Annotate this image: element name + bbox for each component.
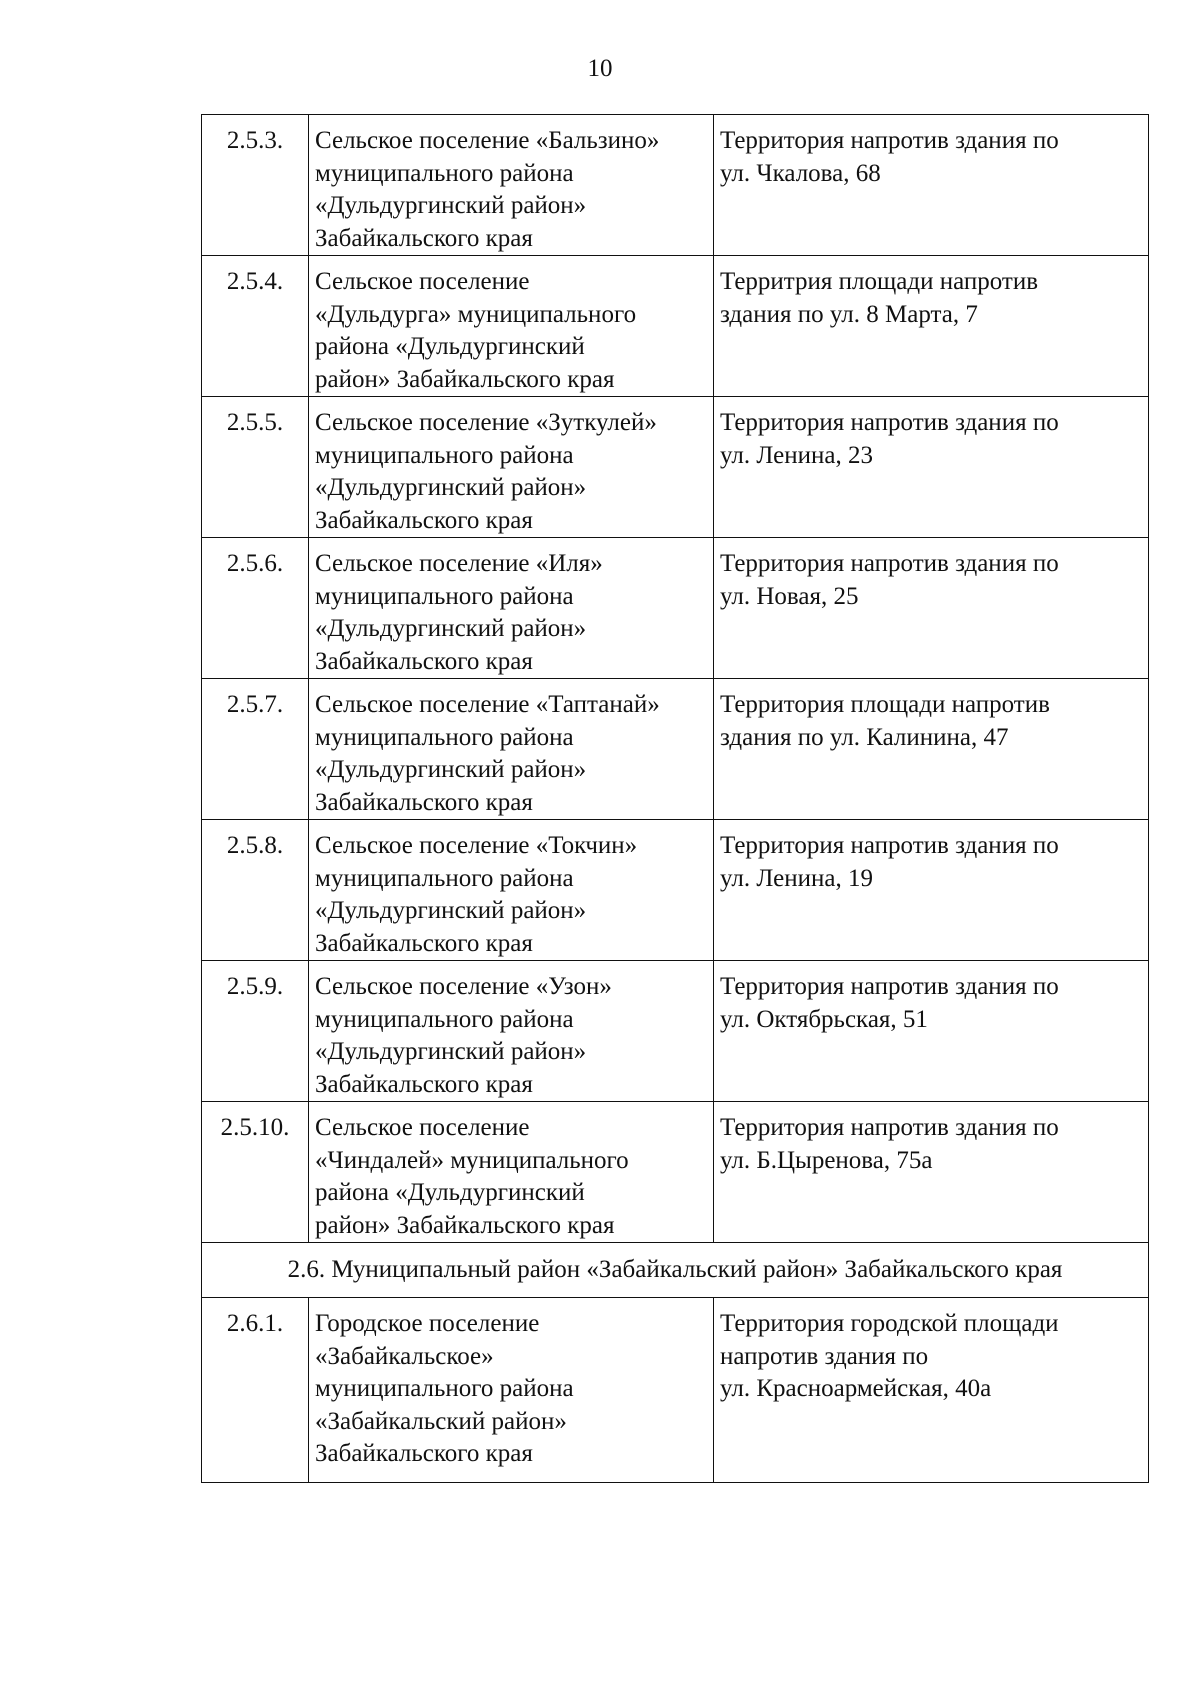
table-row bbox=[202, 115, 1149, 256]
item-number: 2.5.9. bbox=[202, 961, 309, 1102]
item-number: 2.6.1. bbox=[202, 1298, 309, 1483]
item-number: 2.5.8. bbox=[202, 820, 309, 961]
item-number: 2.5.4. bbox=[202, 256, 309, 397]
table-row bbox=[202, 256, 1149, 397]
settlement-name: Сельское поселение «Таптанай» муниципального района «Дульдургинский район» Забайкальского края bbox=[309, 679, 714, 820]
location-description: Территория площади напротив здания по ул. Калинина, 47 bbox=[714, 679, 1149, 820]
settlement-name: Сельское поселение «Зуткулей» муниципального района «Дульдургинский район» Забайкальского края bbox=[309, 397, 714, 538]
settlement-name: Сельское поселение «Бальзино» муниципального района «Дульдургинский район» Забайкальского края bbox=[309, 115, 714, 256]
location-description: Территрия площади напротив здания по ул. 8 Марта, 7 bbox=[714, 256, 1149, 397]
location-description: Территория городской площади напротив здания по ул. Красноармейская, 40а bbox=[714, 1298, 1149, 1483]
table-row bbox=[202, 820, 1149, 961]
location-description: Территория напротив здания по ул. Октябрьская, 51 bbox=[714, 961, 1149, 1102]
location-description: Территория напротив здания по ул. Б.Цыренова, 75а bbox=[714, 1102, 1149, 1243]
settlement-name: Сельское поселение «Иля» муниципального района «Дульдургинский район» Забайкальского края bbox=[309, 538, 714, 679]
table-row bbox=[202, 679, 1149, 820]
settlement-name: Сельское поселение «Токчин» муниципального района «Дульдургинский район» Забайкальского края bbox=[309, 820, 714, 961]
table-row bbox=[202, 1102, 1149, 1243]
item-number: 2.5.6. bbox=[202, 538, 309, 679]
section-heading: 2.6. Муниципальный район «Забайкальский район» Забайкальского края bbox=[202, 1243, 1149, 1298]
settlement-name: Сельское поселение «Дульдурга» муниципального района «Дульдургинский район» Забайкальского края bbox=[309, 256, 714, 397]
page-number: 10 bbox=[587, 55, 613, 82]
item-number: 2.5.5. bbox=[202, 397, 309, 538]
item-number: 2.5.7. bbox=[202, 679, 309, 820]
settlement-name: Городское поселение «Забайкальское» муниципального района «Забайкальский район» Забайкальского края bbox=[309, 1298, 714, 1483]
table-row bbox=[202, 538, 1149, 679]
section-heading-row bbox=[202, 1243, 1149, 1298]
location-description: Территория напротив здания по ул. Новая, 25 bbox=[714, 538, 1149, 679]
settlement-name: Сельское поселение «Узон» муниципального района «Дульдургинский район» Забайкальского края bbox=[309, 961, 714, 1102]
item-number: 2.5.10. bbox=[202, 1102, 309, 1243]
settlements-table bbox=[201, 114, 1149, 1483]
table-row bbox=[202, 1298, 1149, 1483]
location-description: Территория напротив здания по ул. Чкалова, 68 bbox=[714, 115, 1149, 256]
settlement-name: Сельское поселение «Чиндалей» муниципального района «Дульдургинский район» Забайкальского края bbox=[309, 1102, 714, 1243]
item-number: 2.5.3. bbox=[202, 115, 309, 256]
table-row bbox=[202, 961, 1149, 1102]
location-description: Территория напротив здания по ул. Ленина, 19 bbox=[714, 820, 1149, 961]
location-description: Территория напротив здания по ул. Ленина, 23 bbox=[714, 397, 1149, 538]
table-row bbox=[202, 397, 1149, 538]
